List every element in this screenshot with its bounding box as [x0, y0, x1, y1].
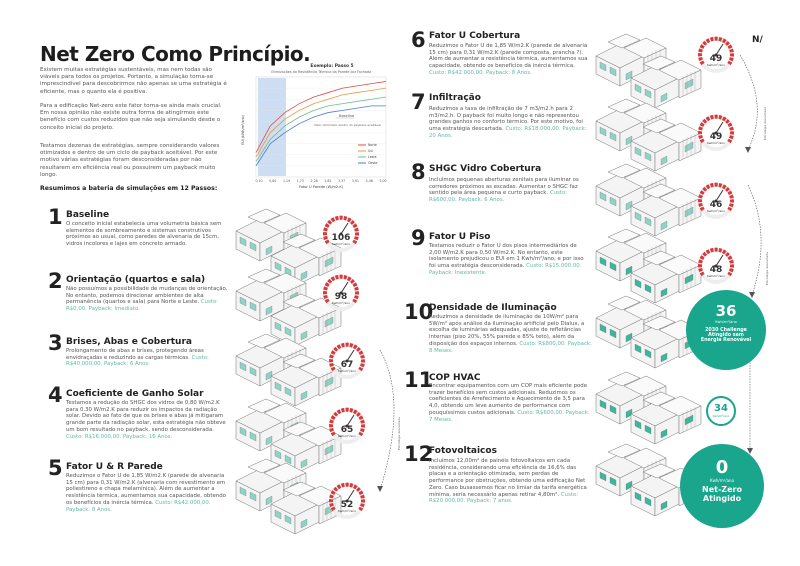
- legend-label: Leste: [368, 155, 377, 160]
- line-chart: [236, 60, 392, 190]
- step-description: [66, 473, 226, 513]
- step-title: SHGC Vidro Cobertura: [429, 164, 542, 174]
- gauge-unit: Kwh/m²/ano: [706, 63, 726, 67]
- challenge-unit: Kwh/m²/ano: [715, 320, 737, 324]
- step-number: 11: [404, 368, 434, 392]
- step-desc-text: Encontrar equipamentos com um COP mais eficiente pode trazer benefícios sem custos adicionais. Reduzimos os coeficientes de Arrefecimento e Aquecimento de 3,5 para 4,0, obtendo um leve aumento de performance com pouquíssimos custos adicionais.: [429, 383, 588, 416]
- x-tick-label: 1,73: [296, 179, 304, 183]
- step-number: 8: [411, 160, 426, 184]
- step-desc-text: O conceito inicial estabelecia uma volumetria básica sem elementos de sombreamento e sistemas construtivos próximos ao usual, como paredes de alvenaria de 15cm, vidros incolores e lajes em concreto armado.: [66, 221, 222, 248]
- step-cost: Custo: R$20.000,00. Payback: 7 anos.: [429, 491, 578, 505]
- step-description: [429, 106, 589, 140]
- x-tick-label: 1,19: [283, 179, 291, 183]
- discard-label-left: Estratégia descartada: [397, 416, 401, 450]
- step-number: 3: [48, 331, 63, 355]
- gauge-value: 106: [331, 233, 351, 243]
- gauge-value: 65: [340, 425, 354, 435]
- step-number: 4: [48, 383, 63, 407]
- x-axis-label: Fator U Parede (W/m2.K): [298, 185, 344, 189]
- step-description: [66, 221, 231, 248]
- step-title: Fator U Cobertura: [429, 31, 521, 41]
- intro-paragraph-1: Existem muitas estratégias sustentáveis, mas nem todas são viáveis para todos os projetos. Portanto, a simulação torna-se imprescindível para descobrirmos não apenas se uma estratégia é eficiente, mas o quanto ela é positiva.: [40, 67, 227, 95]
- step-desc-text: Testamos a redução do SHGC dos vidros de 0,80 W/m2.K para 0,30 W/m2.K para reduzir os impactos da radiação solar. Devido ao fato de que os brises e abas já mitigaram grande parte da radiação solar, esta estratégia não obteve um bom resultado no payback, sendo desconsiderada.: [66, 400, 226, 433]
- step-title: Baseline: [66, 210, 110, 220]
- gauge-unit: Kwh/m²/ano: [706, 209, 726, 213]
- step-description: [429, 243, 589, 277]
- eui-gauge: [320, 213, 362, 259]
- step-cost: Custo: R$42.000,00. Payback: 8 Anos.: [429, 69, 532, 76]
- step-description: [429, 314, 594, 354]
- brand-logo: N/: [752, 35, 763, 45]
- gauge-unit: Kwh/m²/ano: [331, 301, 351, 305]
- net-zero-value: 0: [715, 457, 729, 478]
- step-number: 12: [404, 442, 434, 466]
- step-title: Fator U Piso: [429, 232, 491, 242]
- x-tick-label: 5,00: [379, 179, 387, 183]
- step-desc-text: Reduzimos a densidade de iluminação de 10W/m² para 5W/m² após análise da iluminação artificial pelo Dialux, a escolha de luminárias adequadas, ajuste de refletâncias internas (piso 20%, 55% parede e 85% teto), além da disposição dos espaços internos.: [429, 314, 585, 347]
- annotation-text: Valor otimizado dentro do payback aceitável: [314, 123, 381, 127]
- step-number: 5: [48, 456, 63, 480]
- gauge-unit: Kwh/m²/ano: [706, 274, 726, 278]
- discard-label-right-1: Estratégia descartada: [763, 106, 767, 140]
- discard-label-right-2: Estratégia descartada: [765, 251, 769, 285]
- step-title: Densidade de Iluminação: [429, 303, 557, 313]
- step-cost: Custo: R$15.000,00. Payback: Inexistente.: [429, 263, 582, 276]
- step-title: Fotovoltaicos: [429, 446, 497, 456]
- net-zero-badge: [680, 444, 764, 528]
- challenge-line1: 2030 Challenge: [705, 328, 747, 333]
- gauge-value: 48: [709, 265, 723, 275]
- step-desc-text: Prolongamento de abas e brises, protegendo áreas envidraçadas e reduzindo as cargas térmicas.: [66, 348, 204, 361]
- step-description: [66, 400, 231, 440]
- gauge-unit: Kwh/m²/ano: [331, 242, 351, 246]
- net-zero-line1: Net-Zero: [702, 485, 742, 494]
- step-description: [429, 177, 589, 204]
- gauge-value: 49: [709, 132, 723, 142]
- optimal-band: [258, 78, 286, 176]
- step-desc-text: Incluímos pequenas aberturas zenitais para iluminar os corredores próximos as escadas. Aumentar o SHGC faz sentido pela área pequena e curto payback.: [429, 177, 579, 197]
- baseline-label: Baseline: [339, 114, 355, 118]
- step-title: Brises, Abas e Cobertura: [66, 337, 192, 347]
- gauge-unit: Kwh/m²/ano: [706, 141, 726, 145]
- x-tick-label: 0,10: [255, 179, 263, 183]
- step-cost: Custo: R$18.000,00. Payback: 20 Anos.: [429, 126, 587, 139]
- challenge-line2: Atingido sem: [708, 333, 744, 338]
- step-number: 6: [411, 28, 426, 52]
- step-description: [66, 348, 231, 368]
- step-cost: Custo: R$800,00. Payback: 8 Meses.: [429, 340, 592, 354]
- challenge-2030-badge: [686, 290, 766, 370]
- step-cost: Custo: R$16.000,00. Payback: 16 Anos.: [66, 433, 173, 440]
- step-title: COP HVAC: [429, 373, 481, 383]
- step-number: 10: [404, 300, 434, 324]
- step-number: 1: [48, 205, 63, 229]
- step-description: [429, 458, 594, 505]
- discard-arrow-left: [350, 330, 410, 500]
- x-tick-labels: [255, 179, 386, 183]
- legend-label: Sul: [368, 149, 373, 154]
- step-description: [429, 43, 589, 77]
- step-cost: Custo: R$600,00. Payback: 7 Meses.: [429, 409, 590, 423]
- gauge-value: 67: [340, 360, 354, 370]
- chart-title: Exemplo: Passo 5: [310, 64, 354, 69]
- step-title: Fator U & R Parede: [66, 462, 163, 472]
- step11-value: 34: [714, 403, 728, 414]
- challenge-value: 36: [715, 302, 737, 320]
- step-cost: Custo: R$40.000,00. Payback: 6 Anos.: [66, 354, 209, 368]
- challenge-line3: Energia Renovável: [700, 338, 752, 343]
- net-zero-line2: Atingido: [702, 494, 742, 503]
- gauge-value: 52: [340, 500, 354, 510]
- gauge-unit: Kwh/m²/ano: [337, 434, 357, 438]
- legend-label: Oeste: [368, 161, 378, 166]
- x-tick-label: 0,64: [269, 179, 277, 183]
- step-desc-text: Não possuímos a possibilidade de mudanças de orientação. No entanto, podemos direcionar ambientes de alta permanência (quartos e sala) para Norte e Leste.: [66, 286, 228, 306]
- step-desc-text: Reduzimos o Fator U de 1,85 W/m2.K (parede de alvenaria 15 cm) para 0,31 W/m2.K (parede composta, prancha ?). Além de aumentar a resistência térmica, aumentamos sua capacidade, obtendo os benefícios da inércia térmica.: [429, 43, 588, 70]
- gauge-value: 46: [709, 200, 723, 210]
- gauge-value: 49: [709, 54, 723, 64]
- gauge-unit: Kwh/m²/ano: [337, 509, 357, 513]
- page-title: Net Zero Como Princípio.: [40, 42, 311, 66]
- step-number: 2: [48, 269, 63, 293]
- step-title: Coeficiente de Ganho Solar: [66, 389, 204, 399]
- discard-arrow-right: [730, 45, 780, 315]
- x-tick-label: 2,28: [310, 179, 318, 183]
- net-zero-unit: Kwh/m²/ano: [709, 478, 735, 483]
- x-tick-label: 4,46: [365, 179, 373, 183]
- step-desc-text: Incluímos 12,00m² de painéis fotovoltaicos em cada residência, considerando uma eficiência de 16,6% das placas e a orientação otimizada, sem perdas de performance por obstruções, obtendo uma edificação Net Zero. Caso busassemos ficar no limiar da tarifa energética mínima, seria necessário apenas retirar 4,80m².: [429, 458, 587, 498]
- step-number: 9: [411, 226, 426, 250]
- step-cost: Custo: R$42.000,00. Payback: 8 Anos.: [66, 499, 211, 513]
- step-desc-text: Reduzimos o Fator U de 1,85 W/m2.K (parede de alvenaria 15 cm) para 0,31 W/m2.K (alvenaria com revestimento em poliestireno e chapa melamínica). Além de aumentar a resistência térmica, aumentamos sua capacidade, obtendo os benefícios da inércia térmica.: [66, 473, 226, 506]
- step-description: [66, 286, 231, 313]
- step-description: [429, 383, 594, 423]
- step-number: 7: [411, 90, 426, 114]
- gauge-unit: Kwh/m²/ano: [337, 369, 357, 373]
- y-axis-label: EUI (kWh/m²/ano): [241, 114, 245, 146]
- step-desc-text: Testamos reduzir o Fator U dos pisos intermediários de 2,00 W/m2.K para 0,50 W/m2.K. No entanto, este isolamento prejudicou o EUI em 1 Kwh/m²/ano, e por isso foi uma estratégia desconsiderada.: [429, 243, 584, 270]
- step-cost: Custo: R$600,00. Payback: 6 Anos.: [429, 190, 568, 204]
- x-tick-label: 3,91: [351, 179, 359, 183]
- gauge-value: 98: [334, 292, 348, 302]
- intro-paragraph-3: Testamos dezenas de estratégias, sempre considerando valores otimizados e dentro de um ciclo de payback aceitável. Por este motivo várias estratégias foram desconsideradas por não resultarem em eficiência real ou possuirem um payback muito longo.: [40, 143, 220, 178]
- x-tick-label: 2,82: [324, 179, 332, 183]
- step-desc-text: Reduzimos a taxa de infiltração de 7 m3/m2.h para 2 m3/m2.h. O payback foi muito longo e não representou grandes ganhos no conforto térmico. Por este motivo, foi uma estratégia descartada.: [429, 106, 583, 133]
- legend-label: Norte: [368, 143, 377, 148]
- eui-gauge: [320, 272, 362, 318]
- summary-heading: Resumimos a bateria de simulações em 12 Passos:: [40, 185, 218, 192]
- step11-unit: Kwh/m²/ano: [712, 414, 730, 418]
- step-title: Orientação (quartos e sala): [66, 275, 206, 285]
- step11-badge: [706, 396, 736, 426]
- chart-subtitle: Otimizações da Resistência Térmica da Parede por Fachada: [270, 70, 372, 74]
- intro-paragraph-2: Para a edificação Net-zero este fator torna-se ainda mais crucial. Em nossa opinião não existe outra forma de atingirmos este benefício com custos reduzidos que não seja simulando desde o conceito inicial do projeto.: [40, 103, 222, 131]
- x-tick-label: 3,37: [338, 179, 346, 183]
- step-cost: Custo: R$0,00. Payback: Imediato.: [66, 299, 218, 313]
- step-title: Infiltração: [429, 93, 481, 103]
